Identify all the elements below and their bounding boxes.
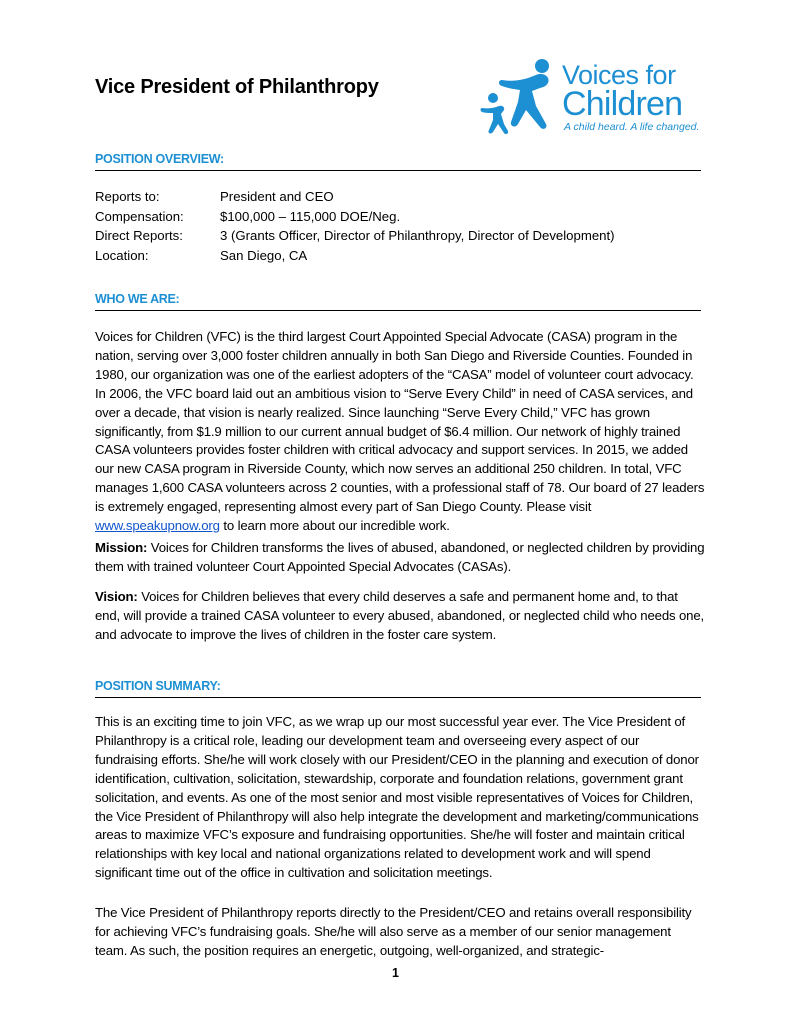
logo-text-line2: Children xyxy=(562,85,683,123)
section-divider xyxy=(95,310,701,311)
field-value: San Diego, CA xyxy=(220,247,308,263)
voices-for-children-logo xyxy=(480,58,720,138)
field-label: Reports to: xyxy=(95,189,160,204)
vision-text: Voices for Children believes that every child deserves a safe and permanent home and, to that end, will provide a trained CASA volunteer to every abused, abandoned, or neglected child who needs one, and advocate to improve the lives of children in the foster care system. xyxy=(95,589,705,642)
document-title: Vice President of Philanthropy xyxy=(95,76,379,98)
summary-paragraph-2: The Vice President of Philanthropy reports directly to the President/CEO and retains overall responsibility for achieving VFC’s fundraising goals. She/he will also serve as a member of our senior management team. As such, the position requires an energetic, outgoing, well-organized, and strategic- xyxy=(95,905,692,958)
field-value: President and CEO xyxy=(220,189,334,204)
field-label: Location: xyxy=(95,247,149,263)
section-divider xyxy=(95,170,701,171)
field-label: Direct Reports: xyxy=(95,228,183,243)
who-we-are-paragraph xyxy=(95,328,705,536)
summary-paragraph-1: This is an exciting time to join VFC, as we wrap up our most successful year ever. The Vice President of Philanthropy is a critical role, leading our development team and overseeing every aspect of our fundraising efforts. She/he will work closely with our President/CEO in the planning and execution of donor identification, cultivation, solicitation, stewardship, corporate and foundation relations, government grant solicitation, and events. As one of the most senior and most visible representatives of Voices for Children, the Vice President of Philanthropy will also help integrate the development and marketing/communications areas to maximize VFC’s exposure and fundraising opportunities. She/he will foster and maintain critical relationships with key local and national organizations related to development work and will spend significant time out of the office in cultivation and solicitation meetings. xyxy=(95,714,699,881)
who-we-are-heading: WHO WE ARE: xyxy=(95,292,180,306)
page-number: 1 xyxy=(392,966,399,980)
who-we-are-text-end: to learn more about our incredible work. xyxy=(219,518,450,534)
overview-heading: POSITION OVERVIEW: xyxy=(95,152,224,166)
section-divider xyxy=(95,697,701,698)
overview-details xyxy=(95,187,615,265)
overview-row xyxy=(95,226,615,246)
website-link[interactable]: www.speakupnow.org xyxy=(95,518,220,534)
overview-row xyxy=(95,207,615,227)
children-figures-icon xyxy=(480,58,562,136)
mission-label: Mission: xyxy=(95,540,148,555)
summary-heading: POSITION SUMMARY: xyxy=(95,679,221,693)
who-we-are-text: Voices for Children (VFC) is the third largest Court Appointed Special Advocate (CASA) program in the nation, serving over 3,000 foster children annually in both San Diego and Riverside Counties. Founded in 1980, our organization was one of the earliest adopters of the “CASA” model of volunteer court advocacy. In 2006, the VFC board laid out an ambitious vision to “Serve Every Child” in need of CASA services, and over a decade, that vision is nearly realized. Since launching “Serve Every Child,” VFC has grown significantly, from $1.9 million to our current annual budget of $6.4 million. Our network of highly trained CASA volunteers provides foster children with critical advocacy and support services. In 2015, we added our new CASA program in Riverside County, which now serves an additional 250 children. In total, VFC manages 1,600 CASA volunteers across 2 counties, with a professional staff of 78. Our board of 27 leaders is extremely engaged, representing almost every part of San Diego County. Please visit xyxy=(95,329,705,515)
field-value: $100,000 – 115,000 DOE/Neg. xyxy=(220,208,401,224)
field-label: Compensation: xyxy=(95,208,184,224)
vision-label: Vision: xyxy=(95,589,138,604)
mission-text: Voices for Children transforms the lives of abused, abandoned, or neglected children by providing them with trained volunteer Court Appointed Special Advocates (CASAs). xyxy=(95,540,705,574)
mission-paragraph xyxy=(95,539,705,577)
logo-tagline: A child heard. A life changed. xyxy=(564,121,700,133)
vision-paragraph xyxy=(95,588,705,645)
overview-row xyxy=(95,246,615,266)
field-value: 3 (Grants Officer, Director of Philanthropy, Director of Development) xyxy=(220,228,615,243)
overview-row xyxy=(95,187,615,207)
logo-text-line1: Voices for xyxy=(562,60,676,90)
